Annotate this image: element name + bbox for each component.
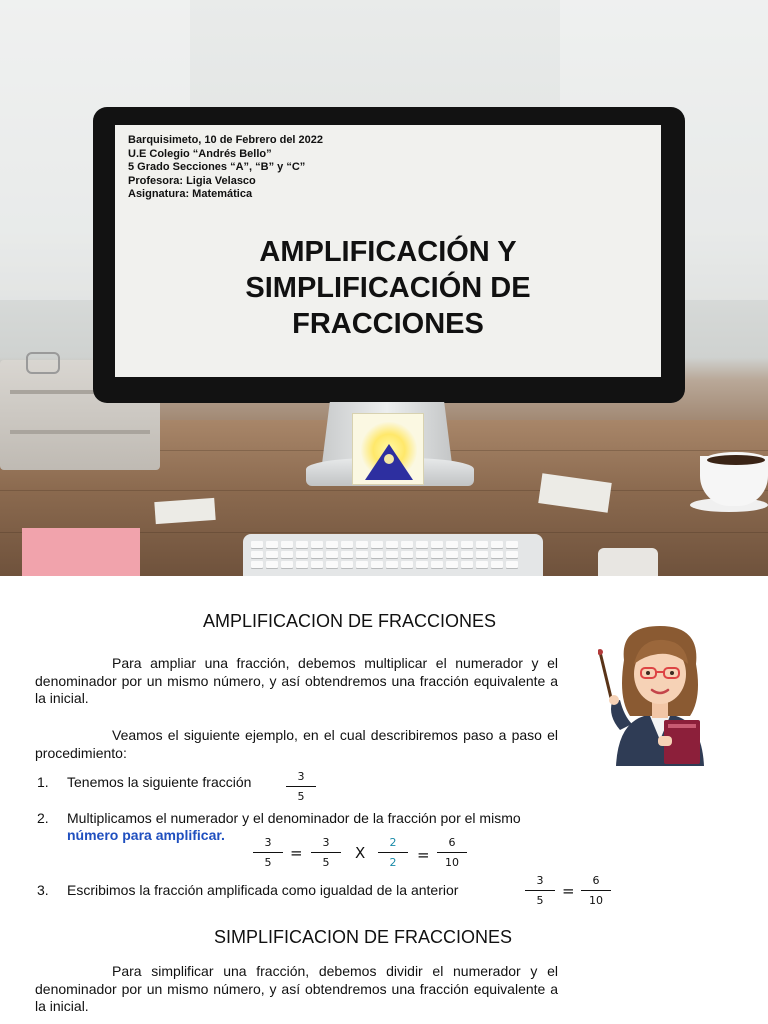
paper-note: [154, 498, 215, 524]
denominator: 2: [389, 856, 397, 869]
denominator: 10: [445, 856, 459, 869]
denominator: 5: [264, 856, 272, 869]
numerator: 3: [264, 836, 272, 849]
equals-sign: =: [290, 844, 303, 862]
sticky-note: [22, 528, 140, 576]
school-logo-icon: [352, 413, 424, 485]
title-line: SIMPLIFICACIÓN DE: [245, 272, 531, 304]
step-text: Multiplicamos el numerador y el denominador de la fracción por el mismo: [67, 810, 521, 826]
denominator: 5: [297, 790, 305, 803]
numerator: 2: [389, 836, 397, 849]
header-teacher: Profesora: Ligia Velasco: [128, 174, 256, 187]
fraction-result: [581, 874, 611, 908]
fraction: [525, 874, 555, 908]
paper-clip-icon: [26, 352, 60, 374]
step-number: 2.: [37, 810, 49, 826]
step-text: Tenemos la siguiente fracción: [67, 774, 252, 790]
numerator: 6: [448, 836, 456, 849]
section-heading-simplificacion: SIMPLIFICACION DE FRACCIONES: [214, 927, 513, 947]
step-number: 1.: [37, 774, 49, 790]
fraction: [253, 836, 283, 870]
equals-sign: =: [417, 846, 430, 864]
header-date: Barquisimeto, 10 de Febrero del 2022: [128, 134, 324, 146]
simplificacion-intro: Para simplificar una fracción, debemos dividir el numerador y el denominador por un mismo número, y así obtendremos una fracción equivalente a la inicial.: [35, 963, 558, 1014]
amplificacion-intro: Para ampliar una fracción, debemos multiplicar el numerador y el denominador por un mismo número, y así obtendremos una fracción equivalente a la inicial.: [35, 655, 558, 706]
header-subject: Asignatura: Matemática: [128, 188, 253, 200]
denominator: 5: [536, 894, 544, 907]
denominator: 5: [322, 856, 330, 869]
document-title: [115, 234, 661, 342]
section-heading-amplificacion: AMPLIFICACION DE FRACCIONES: [203, 611, 497, 631]
coffee: [704, 452, 768, 468]
header-grade: 5 Grado Secciones “A”, “B” y “C”: [128, 161, 306, 173]
plant-pot: [598, 548, 658, 576]
document-header: [128, 134, 323, 202]
times-sign: X: [355, 844, 366, 862]
fraction-result: [437, 836, 467, 870]
example-intro: Veamos el siguiente ejemplo, en el cual describiremos paso a paso el procedimiento:: [35, 727, 558, 761]
teacher-illustration: [598, 620, 722, 766]
keyboard: [243, 534, 543, 576]
title-line: FRACCIONES: [292, 308, 484, 340]
step-highlight: número para amplificar.: [67, 827, 225, 843]
step-text: Escribimos la fracción amplificada como igualdad de la anterior: [67, 882, 459, 898]
title-line: AMPLIFICACIÓN Y: [259, 236, 517, 268]
step-number: 3.: [37, 882, 49, 898]
numerator: 3: [536, 874, 544, 887]
numerator: 3: [297, 770, 305, 783]
fraction: [311, 836, 341, 870]
denominator: 10: [589, 894, 603, 907]
fraction: [286, 770, 316, 804]
fraction-amplifier: [378, 836, 408, 870]
numerator: 3: [322, 836, 330, 849]
numerator: 6: [592, 874, 600, 887]
equals-sign: =: [562, 882, 575, 900]
header-school: U.E Colegio “Andrés Bello”: [128, 147, 272, 160]
